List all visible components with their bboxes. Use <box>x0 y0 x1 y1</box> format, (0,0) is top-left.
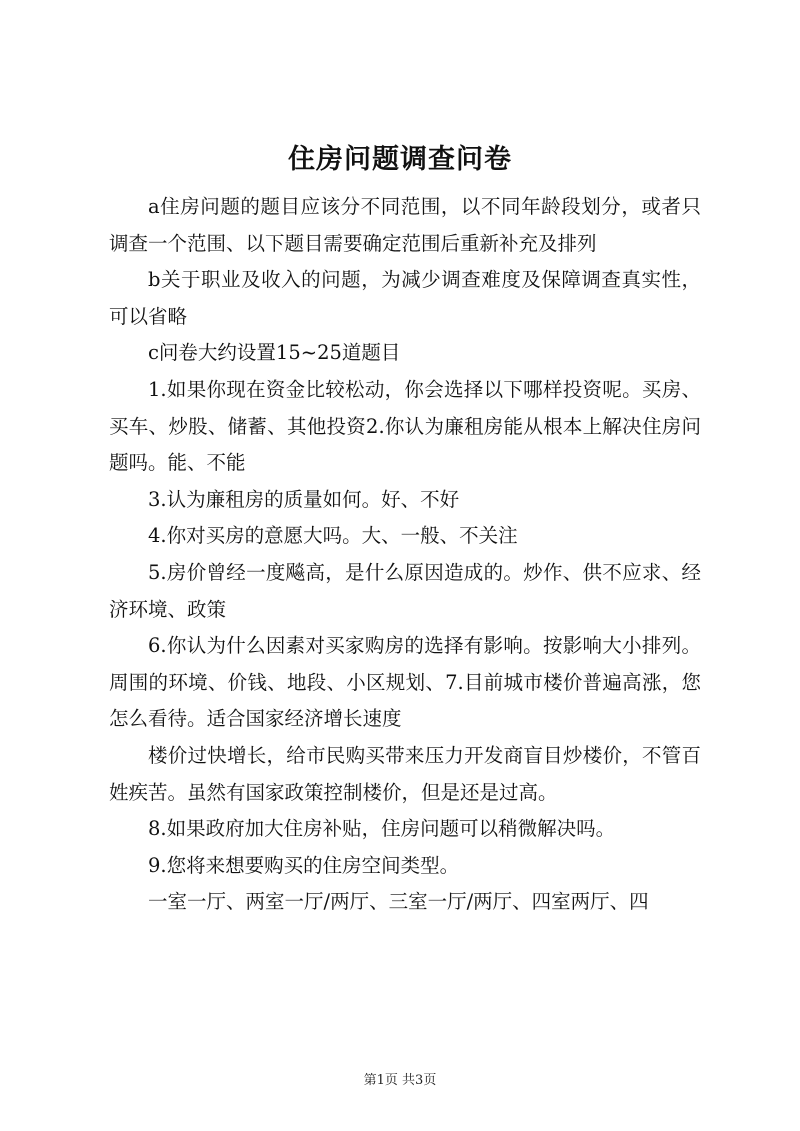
paragraph-question-3: 3.认为廉租房的质量如何。好、不好 <box>148 487 460 511</box>
paragraph-question-6-7: 6.你认为什么因素对买家购房的选择有影响。按影响大小排列。周围的环境、价钱、地段、小区规划、7.目前城市楼价普遍高涨，您怎么看待。适合国家经济增长速度 <box>109 634 701 731</box>
paragraph-scope-note: a住房问题的题目应该分不同范围，以不同年龄段划分，或者只调查一个范围、以下题目需要确定范围后重新补充及排列 <box>109 195 701 255</box>
paragraph-question-4: 4.你对买房的意愿大吗。大、一般、不关注 <box>148 524 518 548</box>
paragraph-question-7-answer: 楼价过快增长，给市民购买带来压力开发商盲目炒楼价，不管百姓疾苦。虽然有国家政策控制楼价，但是还是过高。 <box>109 743 701 804</box>
paragraph-income-note: b关于职业及收入的问题，为减少调查难度及保障调查真实性，可以省略 <box>109 268 701 328</box>
paragraph-question-count-note: c问卷大约设置15~25道题目 <box>148 341 401 365</box>
document-title: 住房问题调查问卷 <box>288 144 512 175</box>
paragraph-question-1-2: 1.如果你现在资金比较松动，你会选择以下哪样投资呢。买房、买车、炒股、储蓄、其他投资2.你认为廉租房能从根本上解决住房问题吗。能、不能 <box>109 377 701 475</box>
paragraph-question-9: 9.您将来想要购买的住房空间类型。 <box>148 853 460 877</box>
document-body <box>109 189 701 921</box>
paragraph-question-9-options: 一室一厅、两室一厅/两厅、三室一厅/两厅、四室两厅、四 <box>148 890 649 914</box>
paragraph-question-5: 5.房价曾经一度飚高，是什么原因造成的。炒作、供不应求、经济环境、政策 <box>109 560 701 621</box>
page-number-footer: 第1页 共3页 <box>363 1073 437 1088</box>
paragraph-question-8: 8.如果政府加大住房补贴，住房问题可以稍微解决吗。 <box>148 817 616 841</box>
